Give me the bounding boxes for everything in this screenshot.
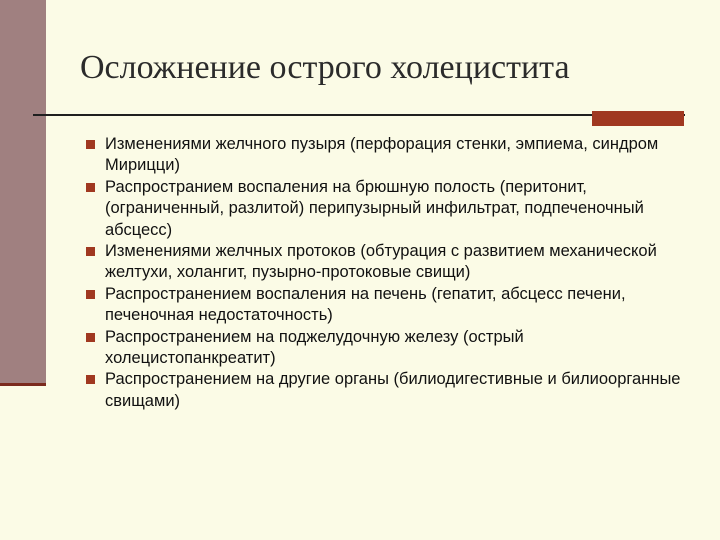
square-bullet-icon [86, 290, 95, 299]
side-decoration-band [0, 0, 46, 383]
square-bullet-icon [86, 247, 95, 256]
list-item [86, 327, 686, 370]
bullet-text: Распространением на другие органы (билиодигестивные и билиоорганные свищами) [105, 370, 681, 410]
bullet-text: Распространием воспаления на брюшную полость (перитонит, (ограниченный, разлитой) перипузырный инфильтрат, подпеченочный абсцесс) [105, 177, 644, 239]
bullet-text: Распространением воспаления на печень (гепатит, абсцесс печени, печеночная недостаточность) [105, 284, 626, 325]
list-item [86, 177, 686, 241]
square-bullet-icon [86, 375, 95, 384]
square-bullet-icon [86, 183, 95, 192]
list-item [86, 134, 686, 177]
square-bullet-icon [86, 333, 95, 342]
bullet-text: Изменениями желчных протоков (обтурация с развитием механической желтухи, холангит, пузырно-протоковые свищи) [105, 242, 657, 282]
square-bullet-icon [86, 140, 95, 149]
bullet-list [86, 134, 686, 412]
bullet-text: Распространением на поджелудочную железу (острый холецистопанкреатит) [105, 327, 524, 368]
slide-title: Осложнение острого холецистита [80, 49, 570, 86]
list-item [86, 284, 686, 327]
title-underline [33, 114, 685, 116]
list-item [86, 241, 686, 284]
bullet-text: Изменениями желчного пузыря (перфорация стенки, эмпиема, синдром Мирицци) [105, 135, 659, 175]
side-decoration-line [0, 383, 46, 386]
list-item [86, 369, 686, 412]
title-accent-bar [592, 111, 684, 126]
